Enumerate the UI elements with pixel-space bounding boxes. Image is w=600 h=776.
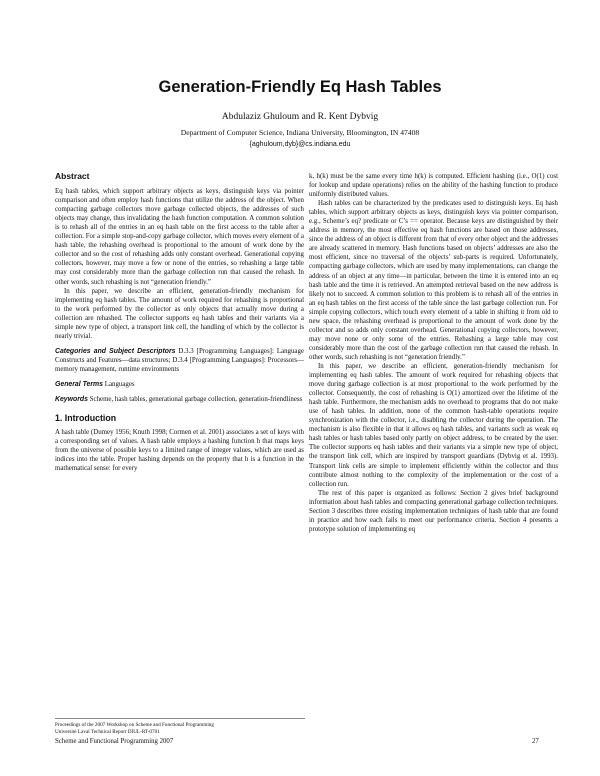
body-paragraph: Hash tables can be characterized by the predicates used to distinguish keys. Eq hash tables, which support arbitrary objects as keys, distinguish keys via pointer comparison, e.g., Scheme’s eq? predicate or C’s == operator. Because keys are distinguished by their address in memory, the most effective eq hash functions are based on those addresses, since the address of an object is different from that of every other object and the addresses are already scattered in memory. Hash functions based on objects’ addresses are also the most efficient, since no traversal of the objects’ sub-parts is required. Unfortunately, compacting garbage collectors, which are used by many implementations, can change the address of an object at any time—in particular, between the time it is entered into an eq hash table and the time it is retrieved. An attempted retrieval based on the new address is likely not to succeed. A common solution to this problem is to rehash all of the entries in an eq hash tables on the first access of the table since the last garbage collection run. For simple copying collectors, which touch every element of a table in shifting it from old to new space, the rehashing overhead is proportional to the amount of work done by the collector and so adds only constant overhead. Generational copying collectors, however, may move none or only some of the entries. Rehashing a large table may cost considerably more than the cost of the garbage collection run that caused the rehash. In other words, such rehashing is not “generation friendly.” bbox=[309, 200, 558, 361]
proceedings-footnote bbox=[55, 718, 305, 736]
email: {aghuloum,dyb}@cs.indiana.edu bbox=[249, 141, 351, 148]
right-column bbox=[309, 172, 558, 534]
terms-heading: General Terms bbox=[55, 380, 104, 388]
intro-heading: 1. Introduction bbox=[55, 413, 117, 424]
categories-block bbox=[55, 347, 304, 374]
body-paragraph: In this paper, we describe an efficient, generation-friendly mechanism for implementing eq hash tables. The amount of work required for rehashing objects that move during garbage collection is at most proportional to the work performed by the collector. Consequently, the cost of rehashing is O(1) amortized over the lifetime of the hash table. Furthermore, the mechanism adds no overhead to programs that do not make use of hash tables. In addition, none of the common hash-table operations require synchronization with the collector, i.e., disabling the collector during the operation. The mechanism is also flexible in that it allows eq hash tables, and variants such as weak eq hash tables or hash tables based only partly on object address, to be created by the user. The collector supports eq hash tables and their variants via a simple new type of object, the transport link cell, which are inspired by transport guardians (Dybvig et al. 1993). Transport link cells are simple to implement efficiently within the collector and thus contribute almost nothing to the complexity of the implementation or the cost of a collection run. bbox=[309, 362, 558, 488]
affiliation: Department of Computer Science, Indiana University, Bloomington, IN 47408 bbox=[180, 128, 420, 137]
footnote-line: Université Laval Technical Report DIUL-RT-0701 bbox=[55, 729, 160, 735]
body-paragraph: k, h(k) must be the same every time h(k) is computed. Efficient hashing (i.e., O(1) cost for lookup and update operations) relies on the ability of the hashing function to produce uniformly distributed values. bbox=[309, 173, 558, 199]
body-paragraph: The rest of this paper is organized as follows: Section 2 gives brief background information about hash tables and compacting generational garbage collection techniques. Section 3 describes three existing implementation techniques of hash table that are found in practice and how each fails to meet our performance criteria. Section 4 presents a prototype solution of implementing eq bbox=[309, 489, 558, 533]
terms-text: Languages bbox=[104, 380, 135, 388]
abstract-heading: Abstract bbox=[55, 171, 90, 181]
paper-title: Generation-Friendly Eq Hash Tables bbox=[158, 78, 442, 96]
categories-heading: Categories and Subject Descriptors bbox=[55, 347, 176, 355]
keywords-block bbox=[55, 395, 304, 404]
intro-paragraph: A hash table (Dumey 1956; Knuth 1998; Cormen et al. 2001) associates a set of keys with a corresponding set of values. A hash table employs a hashing function h that maps keys from the universe of possible keys to a limited range of integer values, which are used as indices into the table. Proper hashing depends on the property that h is a function in the mathematical sense: for every bbox=[55, 429, 304, 473]
abstract-paragraph: Eq hash tables, which support arbitrary objects as keys, distinguish keys via pointer comparison and often employ hash functions that utilize the address of the object. When compacting garbage collectors move garbage collected objects, the addresses of such objects may change, thus invalidating the hash function computation. A common solution is to rehash all of the entries in an eq hash table on the first access to the table after a collection. For a simple stop-and-copy garbage collector, which moves every element of a hash table, the rehashing overhead is proportional to the amount of work done by the collector and so the cost of rehashing adds only constant overhead. Generational copying collectors, however, may move a few or none of the entries, so rehashing a large table may cost considerably more than the garbage collection run that caused the rehash. In other words, such rehashing is not “generation friendly.” bbox=[55, 188, 304, 286]
abstract-paragraph: In this paper, we describe an efficient, generation-friendly mechanism for implementing eq hash tables. The amount of work required for rehashing is proportional to the work performed by the collector as only objects that actually move during a collection are rehashed. The collector supports eq hash tables and their variants via a simple new type of object, a transport link cell, the handling of which by the collector is nearly trivial. bbox=[55, 287, 304, 340]
keywords-text: Scheme, hash tables, generational garbage collection, generation-friendliness bbox=[89, 396, 303, 404]
keywords-heading: Keywords bbox=[55, 396, 88, 404]
footnote-line: Proceedings of the 2007 Workshop on Scheme and Functional Programming bbox=[55, 722, 214, 728]
footer-venue: Scheme and Functional Programming 2007 bbox=[55, 738, 174, 745]
terms-block bbox=[55, 380, 304, 389]
categories-text: D.3.3 [Programming Languages]: Language Constructs and Features—data structures; D.3.4 [Programming Languages]: Processors—memory management, runtime environments bbox=[55, 347, 304, 373]
left-column bbox=[55, 172, 304, 473]
page-number: 27 bbox=[532, 738, 539, 745]
authors: Abdulaziz Ghuloum and R. Kent Dybvig bbox=[221, 112, 379, 122]
